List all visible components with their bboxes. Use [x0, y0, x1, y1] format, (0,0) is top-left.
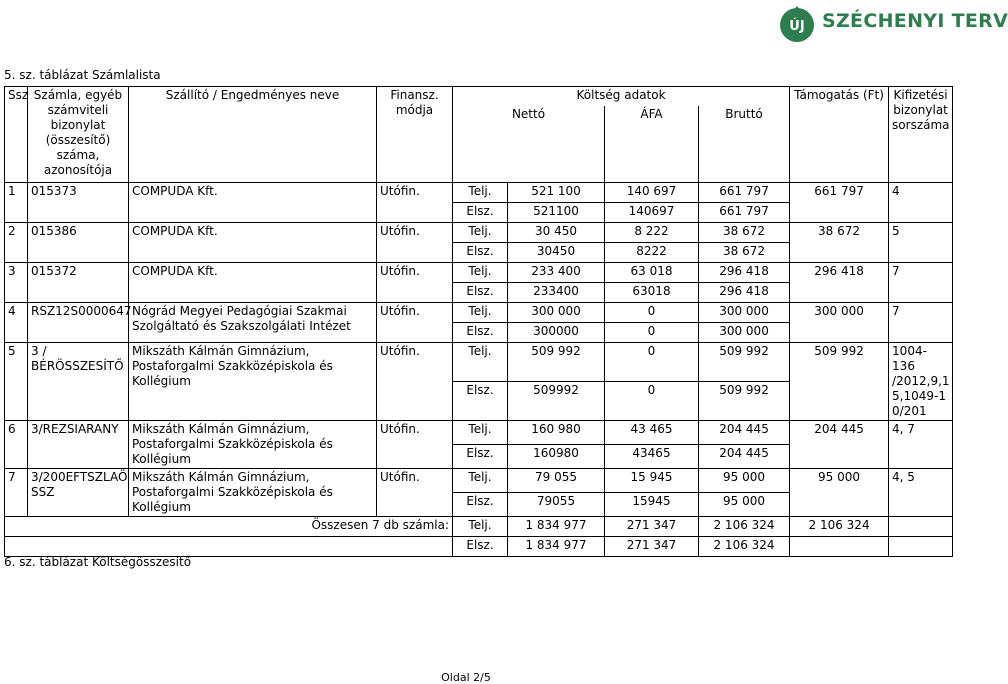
row-szamla: 3 / BÉRÖSSZESÍTŐ	[28, 342, 129, 420]
row-szallito: Mikszáth Kálmán Gimnázium, Postaforgalmi Szakközépiskola és Kollégium	[129, 468, 377, 516]
row-szallito: COMPUDA Kft.	[129, 222, 377, 262]
row-szallito: Mikszáth Kálmán Gimnázium, Postaforgalmi Szakközépiskola és Kollégium	[129, 342, 377, 420]
row-kifizetesi: 1004-136 /2012,9,1 5,1049-1 0/201	[889, 342, 953, 420]
row-tamogatas: 204 445	[790, 420, 889, 468]
row-telj-brutto: 661 797	[699, 182, 790, 202]
row-szamla: 015372	[28, 262, 129, 302]
row-elsz-label: Elsz.	[453, 202, 508, 222]
row-telj-afa: 0	[605, 342, 699, 381]
row-tamogatas: 296 418	[790, 262, 889, 302]
row-elsz-netto: 509992	[508, 381, 605, 420]
total-elsz-brutto: 2 106 324	[699, 536, 790, 556]
row-telj-afa: 15 945	[605, 468, 699, 492]
row-elsz-afa: 0	[605, 322, 699, 342]
table-row	[5, 182, 953, 202]
total-tamogatas: 2 106 324	[790, 516, 889, 536]
row-finansz: Utófin.	[377, 222, 453, 262]
row-elsz-netto: 521100	[508, 202, 605, 222]
row-finansz: Utófin.	[377, 302, 453, 342]
total-telj-brutto: 2 106 324	[699, 516, 790, 536]
total-row	[5, 516, 953, 536]
row-finansz: Utófin.	[377, 420, 453, 468]
row-telj-label: Telj.	[453, 302, 508, 322]
row-telj-label: Telj.	[453, 262, 508, 282]
szamlalista-table	[4, 86, 953, 557]
table-row	[5, 222, 953, 242]
row-szallito: Mikszáth Kálmán Gimnázium, Postaforgalmi Szakközépiskola és Kollégium	[129, 420, 377, 468]
row-elsz-afa: 8222	[605, 242, 699, 262]
row-szamla: 3/200EFTSZLAÖ SSZ	[28, 468, 129, 516]
row-telj-netto: 160 980	[508, 420, 605, 444]
row-telj-brutto: 38 672	[699, 222, 790, 242]
header-brutto: Bruttó	[699, 106, 790, 182]
row-telj-brutto: 300 000	[699, 302, 790, 322]
row-szamla: 3/REZSIARANY	[28, 420, 129, 468]
header-row	[5, 87, 953, 107]
row-ssz: 7	[5, 468, 28, 516]
header-koltseg: Költség adatok	[453, 87, 790, 107]
row-elsz-label: Elsz.	[453, 322, 508, 342]
row-telj-label: Telj.	[453, 468, 508, 492]
total-elsz-netto: 1 834 977	[508, 536, 605, 556]
table-caption-koltsegosszesito: 6. sz. táblázat Költségösszesítő	[4, 555, 192, 569]
header-szallito: Szállító / Engedményes neve	[129, 87, 377, 183]
total-elsz-label: Elsz.	[453, 536, 508, 556]
row-telj-label: Telj.	[453, 182, 508, 202]
row-telj-netto: 79 055	[508, 468, 605, 492]
header-finansz: Finansz. módja	[377, 87, 453, 183]
row-szallito: COMPUDA Kft.	[129, 262, 377, 302]
row-elsz-afa: 63018	[605, 282, 699, 302]
row-elsz-brutto: 661 797	[699, 202, 790, 222]
logo-text: SZÉCHENYI TERV	[822, 10, 1008, 32]
page-footer	[0, 671, 960, 684]
row-telj-netto: 233 400	[508, 262, 605, 282]
row-telj-afa: 0	[605, 302, 699, 322]
total-telj-netto: 1 834 977	[508, 516, 605, 536]
row-finansz: Utófin.	[377, 342, 453, 420]
row-elsz-brutto: 204 445	[699, 444, 790, 468]
row-elsz-label: Elsz.	[453, 242, 508, 262]
row-telj-netto: 30 450	[508, 222, 605, 242]
header-kifizetesi: Kifizetési bizonylat sorszáma	[889, 87, 953, 183]
row-kifizetesi: 7	[889, 262, 953, 302]
table-row	[5, 468, 953, 492]
row-tamogatas: 95 000	[790, 468, 889, 516]
header-szamla: Számla, egyéb számviteli bizonylat (összesítő) száma, azonosítója	[28, 87, 129, 183]
row-elsz-netto: 233400	[508, 282, 605, 302]
row-telj-brutto: 204 445	[699, 420, 790, 444]
row-telj-afa: 8 222	[605, 222, 699, 242]
row-elsz-afa: 0	[605, 381, 699, 420]
total-label: Összesen 7 db számla:	[5, 516, 453, 536]
page-number: Oldal 2/5	[441, 671, 491, 684]
total-elsz-afa: 271 347	[605, 536, 699, 556]
header-netto: Nettó	[453, 106, 605, 182]
total-telj-afa: 271 347	[605, 516, 699, 536]
row-telj-label: Telj.	[453, 222, 508, 242]
row-tamogatas: 300 000	[790, 302, 889, 342]
total-row	[5, 536, 953, 556]
header-tamogatas: Támogatás (Ft)	[790, 87, 889, 183]
row-szallito: COMPUDA Kft.	[129, 182, 377, 222]
row-elsz-label: Elsz.	[453, 444, 508, 468]
row-elsz-afa: 15945	[605, 492, 699, 516]
row-kifizetesi: 5	[889, 222, 953, 262]
row-kifizetesi: 4, 5	[889, 468, 953, 516]
row-elsz-afa: 140697	[605, 202, 699, 222]
row-telj-afa: 43 465	[605, 420, 699, 444]
table-row	[5, 262, 953, 282]
row-tamogatas: 509 992	[790, 342, 889, 420]
total-kifizetesi-empty	[889, 536, 953, 556]
row-szamla: 015373	[28, 182, 129, 222]
total-tamogatas-empty	[790, 536, 889, 556]
table-row	[5, 342, 953, 381]
table-caption-szamlalista: 5. sz. táblázat Számlalista	[4, 68, 161, 82]
table-row	[5, 302, 953, 322]
table-row	[5, 420, 953, 444]
row-szamla: RSZ12S0000647	[28, 302, 129, 342]
row-szamla: 015386	[28, 222, 129, 262]
row-ssz: 3	[5, 262, 28, 302]
row-ssz: 2	[5, 222, 28, 262]
row-tamogatas: 661 797	[790, 182, 889, 222]
row-elsz-netto: 30450	[508, 242, 605, 262]
header-afa: ÁFA	[605, 106, 699, 182]
row-finansz: Utófin.	[377, 182, 453, 222]
row-kifizetesi: 7	[889, 302, 953, 342]
row-elsz-brutto: 509 992	[699, 381, 790, 420]
row-tamogatas: 38 672	[790, 222, 889, 262]
row-elsz-afa: 43465	[605, 444, 699, 468]
row-telj-brutto: 509 992	[699, 342, 790, 381]
row-ssz: 5	[5, 342, 28, 420]
row-telj-netto: 509 992	[508, 342, 605, 381]
row-telj-afa: 140 697	[605, 182, 699, 202]
row-elsz-label: Elsz.	[453, 381, 508, 420]
row-kifizetesi: 4	[889, 182, 953, 222]
row-finansz: Utófin.	[377, 468, 453, 516]
logo-mark-icon	[778, 4, 818, 44]
row-telj-netto: 300 000	[508, 302, 605, 322]
total-empty	[5, 536, 453, 556]
row-ssz: 4	[5, 302, 28, 342]
row-elsz-label: Elsz.	[453, 282, 508, 302]
row-elsz-netto: 300000	[508, 322, 605, 342]
row-kifizetesi: 4, 7	[889, 420, 953, 468]
row-elsz-netto: 160980	[508, 444, 605, 468]
total-telj-label: Telj.	[453, 516, 508, 536]
row-elsz-brutto: 38 672	[699, 242, 790, 262]
row-telj-label: Telj.	[453, 342, 508, 381]
row-telj-brutto: 95 000	[699, 468, 790, 492]
row-ssz: 1	[5, 182, 28, 222]
row-telj-afa: 63 018	[605, 262, 699, 282]
row-elsz-brutto: 296 418	[699, 282, 790, 302]
row-telj-label: Telj.	[453, 420, 508, 444]
row-elsz-label: Elsz.	[453, 492, 508, 516]
row-ssz: 6	[5, 420, 28, 468]
total-kifizetesi-empty	[889, 516, 953, 536]
row-telj-netto: 521 100	[508, 182, 605, 202]
svg-text:ÚJ: ÚJ	[789, 19, 805, 34]
header-ssz: Ssz	[5, 87, 28, 183]
row-finansz: Utófin.	[377, 262, 453, 302]
row-elsz-brutto: 300 000	[699, 322, 790, 342]
row-elsz-netto: 79055	[508, 492, 605, 516]
row-elsz-brutto: 95 000	[699, 492, 790, 516]
row-telj-brutto: 296 418	[699, 262, 790, 282]
row-szallito: Nógrád Megyei Pedagógiai Szakmai Szolgáltató és Szakszolgálati Intézet	[129, 302, 377, 342]
